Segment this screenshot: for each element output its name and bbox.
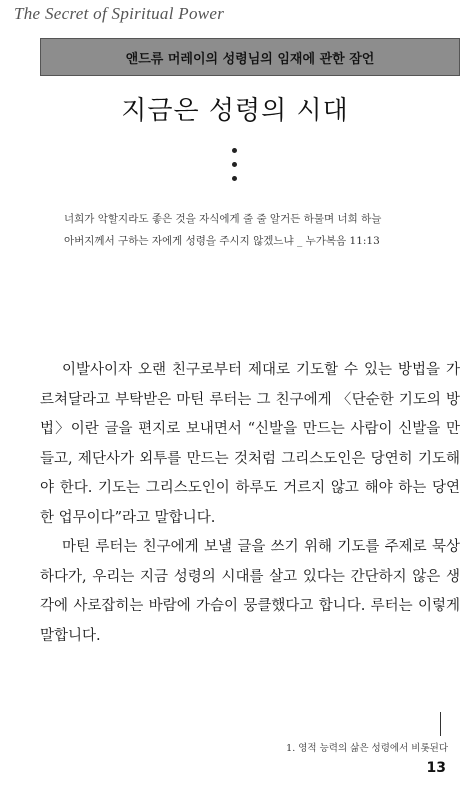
footer-divider — [440, 712, 441, 736]
dot-icon — [232, 162, 237, 167]
footer-chapter-label: 1. 영적 능력의 삶은 성령에서 비롯된다 — [286, 743, 448, 754]
body-text — [40, 356, 460, 651]
scripture-verse — [64, 208, 464, 252]
verse-line: 너희가 악할지라도 좋은 것을 자식에게 줄 줄 알거든 하물며 너희 하늘 — [64, 213, 382, 225]
page-number: 13 — [426, 760, 446, 776]
paragraph: 이발사이자 오랜 친구로부터 제대로 기도할 수 있는 방법을 가르쳐달라고 부탁받은 마틴 루터는 그 친구에게 〈단순한 기도의 방법〉이란 글을 편지로 보내면서 “신발을 만드는 사람이 신발을 만들고, 제단사가 외투를 만드는 것처럼 그리스도인은 당연히 기도해야 한다. 기도는 그리스도인이 하루도 거르지 않고 해야 하는 당연한 업무이다”라고 말합니다. — [40, 362, 460, 526]
verse-line: 아버지께서 구하는 자에게 성령을 주시지 않겠느냐 _ 누가복음 11:13 — [64, 235, 380, 247]
chapter-title: 지금은 성령의 시대 — [121, 96, 349, 126]
ellipsis-dots — [232, 148, 238, 190]
dot-icon — [232, 176, 237, 181]
paragraph: 마틴 루터는 친구에게 보낼 글을 쓰기 위해 기도를 주제로 묵상하다가, 우리는 지금 성령의 시대를 살고 있다는 간단하지 않은 생각에 사로잡히는 바람에 가슴이 뭉클했다고 합니다. 루터는 이렇게 말합니다. — [40, 539, 460, 644]
series-title: The Secret of Spiritual Power — [14, 4, 225, 23]
section-banner — [40, 38, 460, 76]
banner-text: 앤드류 머레이의 성령님의 임재에 관한 잠언 — [125, 51, 375, 67]
dot-icon — [232, 148, 237, 153]
